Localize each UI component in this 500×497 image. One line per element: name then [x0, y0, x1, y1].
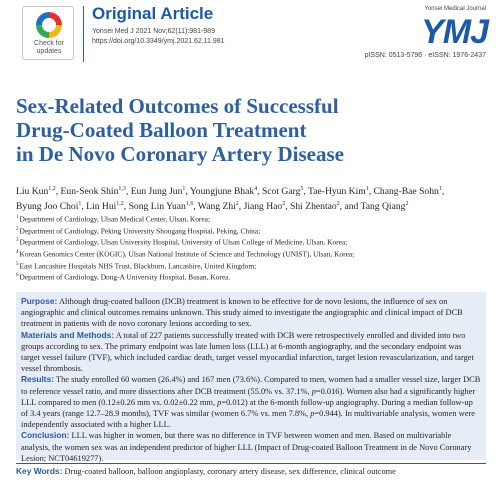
affiliation-item: $^2$Department of Cardiology, Peking University Shougang Hospital, Peking, China; — [16, 226, 261, 236]
article-title: Sex-Related Outcomes of Successful Drug-Coated Balloon Treatment in De Novo Coronary Artery Disease — [16, 94, 344, 166]
abstract-results: Results: The study enrolled 60 women (26.4%) and 167 men (73.6%). Compared to men, women had a smaller vessel size, larger DCB to reference vessel ratio, and more dissections after DCB treatment (55.0% vs. 37.1%, p=0.016). Women also had a significantly higher LLL compared to men (0.12±0.26 mm vs. 0.02±0.22 mm, p=0.012) at the 6-month follow-up angiography. During a median follow-up of 3.4 years (range 12.7–28.9 months), TVF was similar (women 6.7% vs. men 7.8%, p=0.944). In multivariable analysis, women were independently associated with a higher LLL. — [21, 374, 481, 430]
citation-line: Yonsei Med J 2021 Nov;62(11):981-989 — [92, 28, 215, 35]
author-line: Liu Kun$^{1,2}$, Eun-Seok Shin$^{1,3}$, Eun Jung Jun$^1$, Youngjune Bhak$^4$, Scot Garg$^5$, Tae-Hyun Kim$^1$, Chang-Bae Sohn$^1$, — [16, 186, 445, 198]
badge-label: Check for updates — [34, 40, 64, 55]
author-list — [16, 183, 486, 213]
author-line: Byung Joo Choi$^1$, Lin Hui$^{1,2}$, Song Lin Yuan$^{1,6}$, Wang Zhi$^2$, Jiang Hao$^2$, Shi Zhentao$^2$, and Tang Qiang$^2$ — [16, 201, 409, 213]
keywords-rule-top — [16, 463, 486, 464]
abstract-purpose: Purpose: Although drug-coated balloon (DCB) treatment is known to be effective for de novo lesions, the influence of sex on angiographic and clinical outcomes remains unknown. This study aimed to investigate the angiographic and clinical impact of DCB treatment in patients with de novo coronary lesions according to sex. — [21, 296, 463, 329]
affiliation-item: $^1$Department of Cardiology, Ulsan Medical Center, Ulsan, Korea; — [16, 214, 211, 224]
affiliation-list — [16, 213, 486, 283]
abstract-methods: Materials and Methods: A total of 227 patients successfully treated with DCB were retrospectively enrolled and divided into two groups according to sex. The primary endpoint was late lumen loss (LLL) at 6-month angiography, and the secondary endpoint was target vessel failure (TVF), which included cardiac death, target vessel myocardial infarction, target lesion revascularization, and target vessel thrombosis. — [21, 329, 474, 374]
check-for-updates-icon — [36, 12, 62, 38]
affiliation-item: $^4$Korean Genomics Center (KOGIC), Ulsan National Institute of Science and Technology (UNIST), Ulsan, Korea; — [16, 249, 355, 259]
affiliation-item: $^6$Department of Cardiology, Dong-A University Hospital, Busan, Korea. — [16, 272, 231, 282]
header-divider — [83, 6, 84, 62]
article-type: Original Article — [92, 4, 214, 23]
article-header — [0, 0, 500, 84]
affiliation-item: $^5$East Lancashire Hospitals NHS Trust, Blackburn, Lancashire, United Kingdom; — [16, 261, 257, 271]
key-words: Key Words: Drug-coated balloon, balloon angioplasty, coronary artery disease, sex difference, clinical outcome — [16, 466, 396, 476]
affiliation-item: $^3$Department of Cardiology, Ulsan University Hospital, University of Ulsan College of Medicine, Ulsan, Korea; — [16, 237, 348, 247]
abstract-box — [16, 292, 486, 463]
abstract-conclusion: Conclusion: LLL was higher in women, but there was no difference in TVF between women and men. Based on multivariable analysis, the women sex was an independent predictor of higher LLL (Impact of Drug-coated Balloon Treatment in de Novo Coronary Lesion; NCT04619277). — [21, 430, 472, 463]
journal-logo: YMJ — [421, 13, 488, 51]
issn: pISSN: 0513-5796 · eISSN: 1976-2437 — [364, 52, 486, 59]
doi-link[interactable]: https://doi.org/10.3349/ymj.2021.62.11.981 — [92, 38, 225, 45]
journal-name: Yonsei Medical Journal — [424, 6, 486, 12]
check-for-updates-badge[interactable] — [22, 6, 74, 60]
citation — [92, 27, 225, 47]
